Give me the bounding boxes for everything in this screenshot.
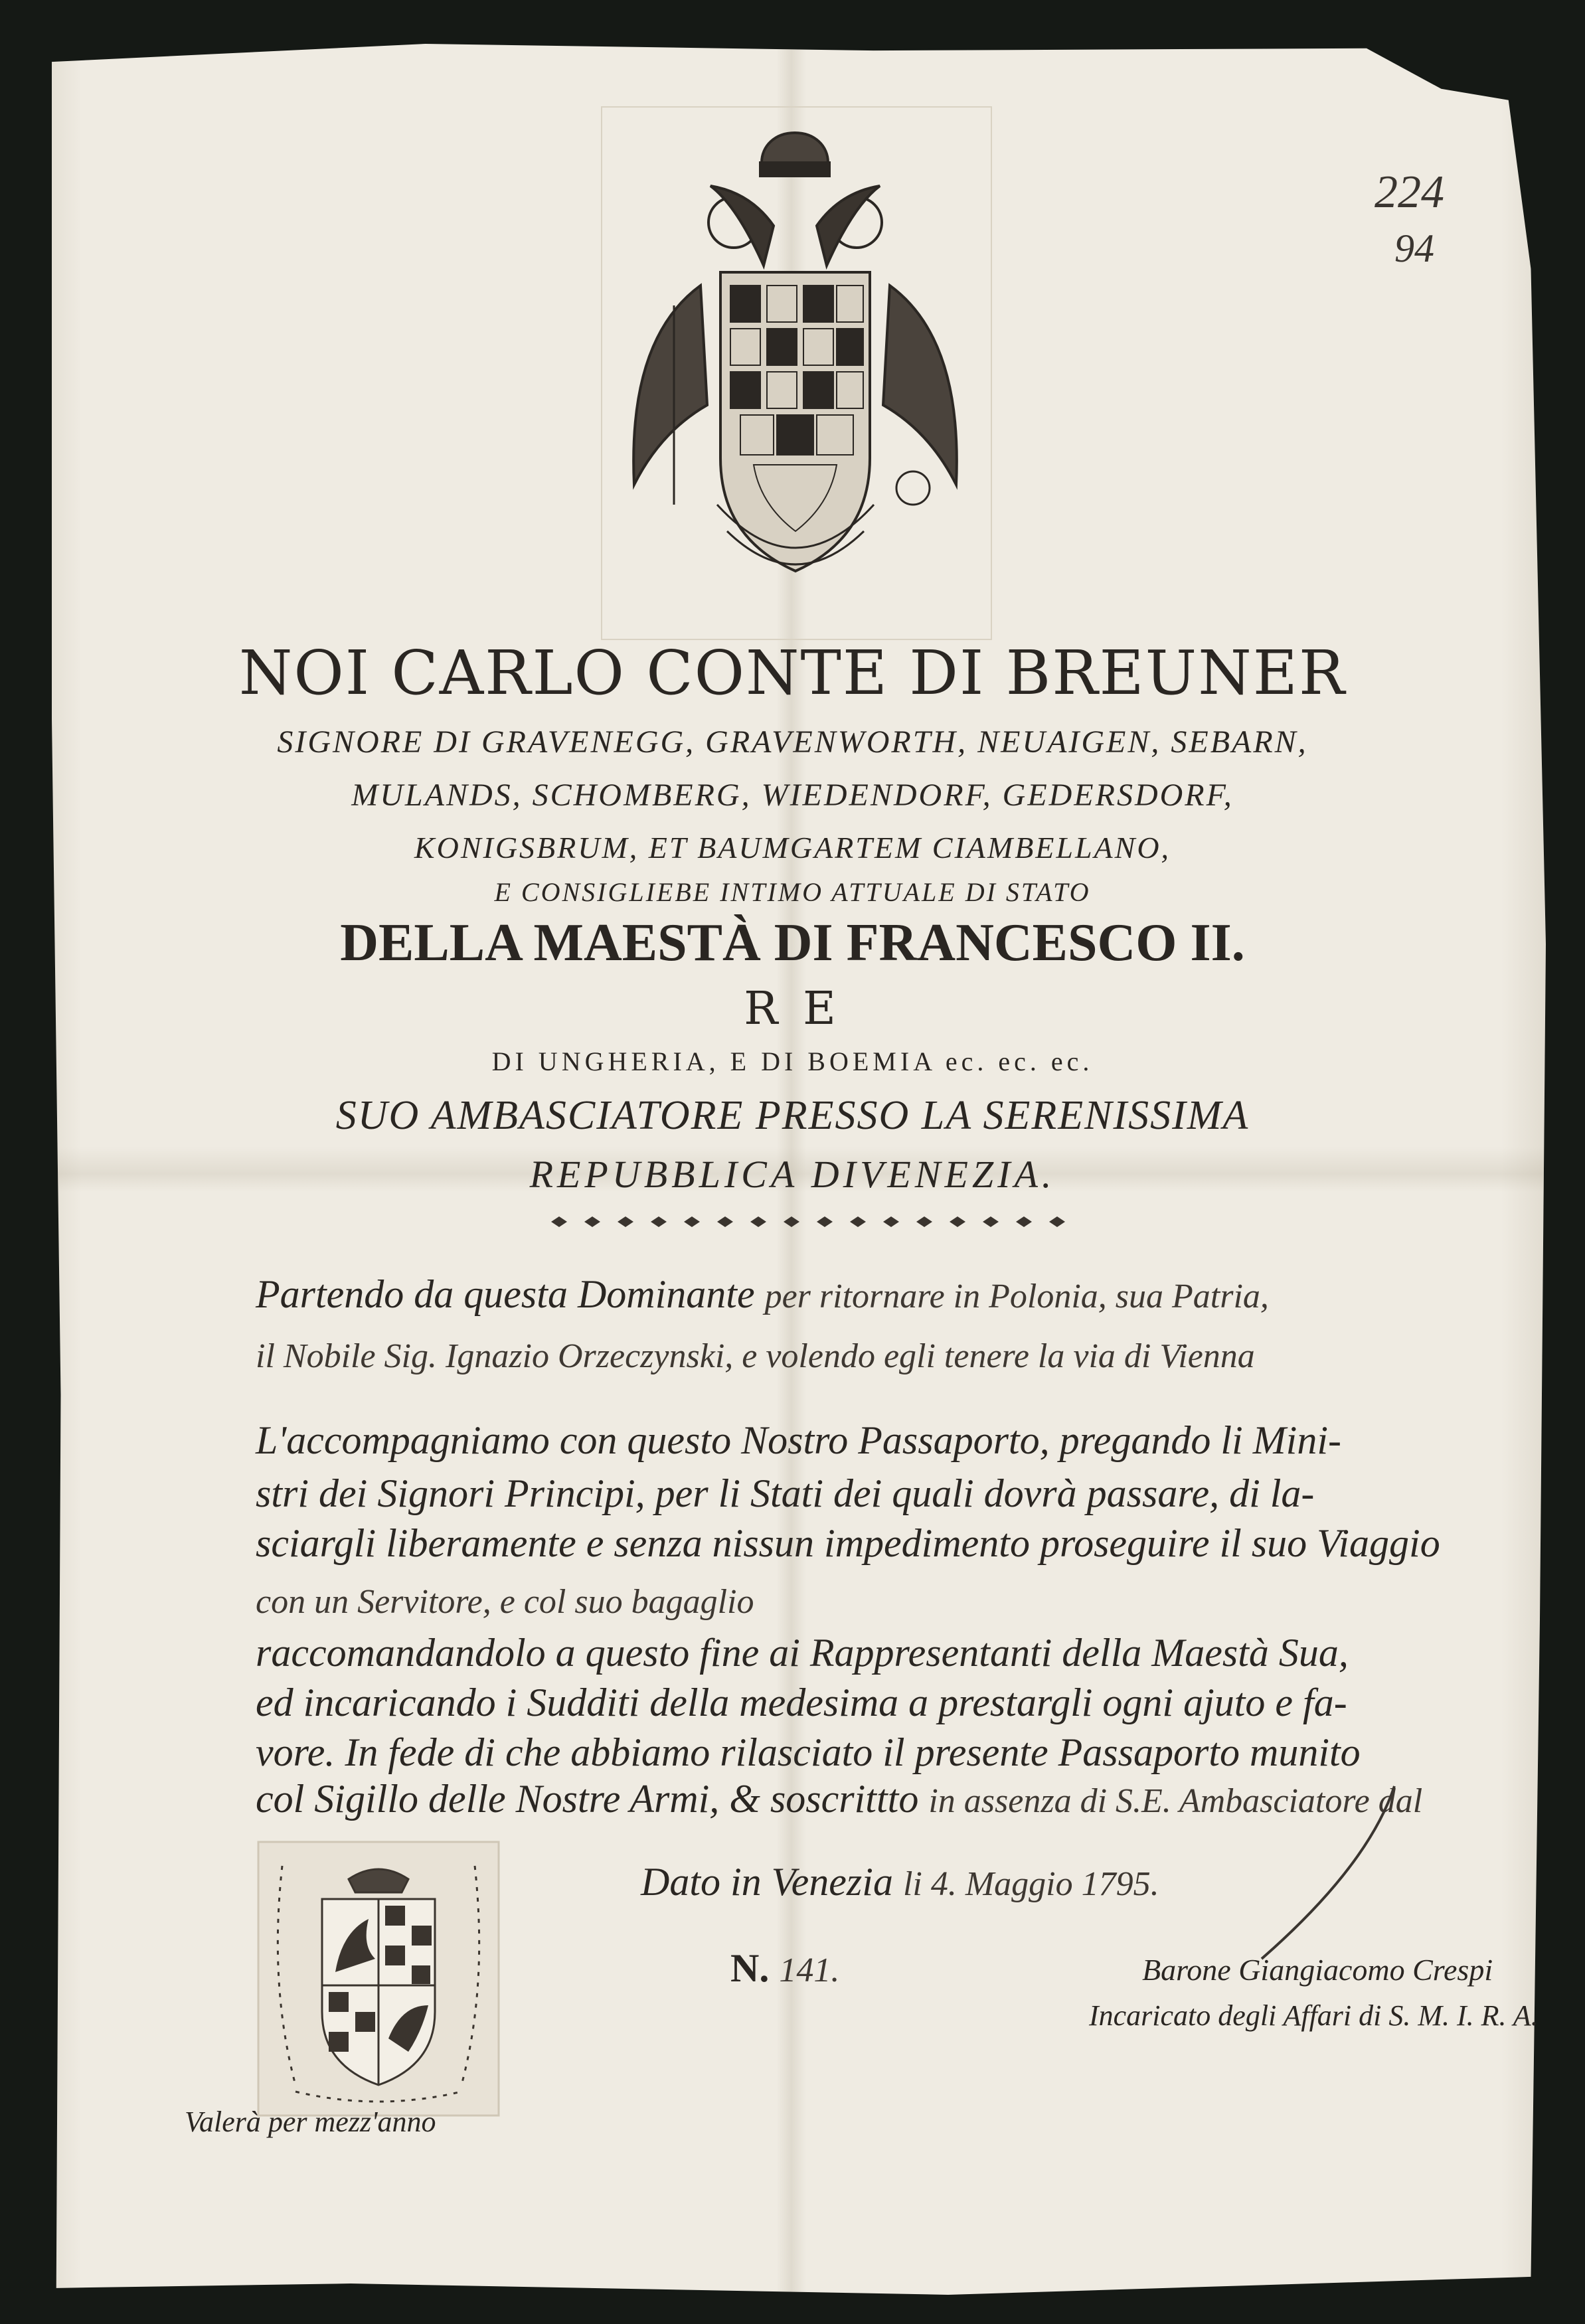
paragraph-1-line-2 <box>256 1331 1255 1377</box>
paragraph-1-printed: Partendo da questa Dominante <box>256 1272 755 1316</box>
paragraph-1-handwritten: per ritornare in Polonia, sua Patria, <box>764 1278 1269 1315</box>
ambassador-arms-icon <box>256 1839 501 2118</box>
header-title: NOI CARLO CONTE DI BREUNER <box>238 637 1347 708</box>
paragraph-1-handwritten-2: il Nobile Sig. Ignazio Orzeczynski, e volendo egli tenere la via di Vienna <box>256 1337 1255 1375</box>
header-line-4: KONIGSBRUM, ET BAUMGARTEM CIAMBELLANO, <box>414 831 1171 865</box>
paragraph-2-line-4 <box>256 1577 754 1623</box>
dato-handwritten: li 4. Maggio 1795. <box>902 1865 1159 1903</box>
ornament-divider-icon <box>544 1214 1076 1230</box>
signature-flourish-icon <box>1228 1780 1428 1979</box>
paragraph-1-line-1 <box>256 1272 1269 1317</box>
header-line-6: DELLA MAESTÀ DI FRANCESCO II. <box>340 914 1245 972</box>
paragraph-3-line-3: vore. In fede di che abbiamo rilasciato il presente Passaporto munito <box>256 1730 1361 1774</box>
header-line-5: E CONSIGLIEBE INTIMO ATTUALE DI STATO <box>494 877 1091 907</box>
header-line-7: R E <box>744 983 841 1035</box>
paragraph-2-handwritten: con un Servitore, e col suo bagaglio <box>256 1583 754 1621</box>
paragraph-3-line-1: raccomandandolo a questo fine ai Rappresentanti della Maestà Sua, <box>256 1631 1349 1675</box>
signature-title: Incaricato degli Affari di S. M. I. R. A. <box>1089 1999 1539 2032</box>
header-line-10: REPUBBLICA DIVENEZIA. <box>529 1153 1056 1196</box>
paragraph-3-line-2: ed incaricando i Sudditi della medesima a prestargli ogni ajuto e fa- <box>256 1681 1347 1724</box>
header-line-8: DI UNGHERIA, E DI BOEMIA ec. ec. ec. <box>491 1046 1094 1076</box>
number-printed: N. <box>730 1946 770 1990</box>
imperial-eagle-icon <box>601 106 989 637</box>
archive-number-bottom: 94 <box>1394 226 1434 270</box>
number-line <box>730 1946 839 1991</box>
paragraph-3-printed: col Sigillo delle Nostre Armi, & soscrittto <box>256 1777 919 1821</box>
header-line-9: SUO AMBASCIATORE PRESSO LA SERENISSIMA <box>335 1093 1250 1138</box>
paragraph-3-handwritten: in assenza di S.E. Ambasciatore dal <box>928 1782 1423 1820</box>
archive-number-top: 224 <box>1375 167 1444 218</box>
dato-printed: Dato in Venezia <box>641 1860 893 1904</box>
header-line-2: SIGNORE DI GRAVENEGG, GRAVENWORTH, NEUAIGEN, SEBARN, <box>277 724 1308 760</box>
number-handwritten: 141. <box>779 1951 840 1989</box>
signature-name: Barone Giangiacomo Crespi <box>1142 1953 1493 1987</box>
paragraph-2-line-1: L'accompagniamo con questo Nostro Passaporto, pregando li Mini- <box>256 1418 1341 1462</box>
paragraph-2-line-2: stri dei Signori Principi, per li Stati dei quali dovrà passare, di la- <box>256 1471 1315 1515</box>
header-line-3: MULANDS, SCHOMBERG, WIEDENDORF, GEDERSDORF, <box>351 778 1234 813</box>
dato-line <box>641 1859 1159 1905</box>
paragraph-2-line-3: sciargli liberamente e senza nissun impedimento proseguire il suo Viaggio <box>256 1521 1440 1565</box>
validity-note: Valerà per mezz'anno <box>185 2106 436 2138</box>
